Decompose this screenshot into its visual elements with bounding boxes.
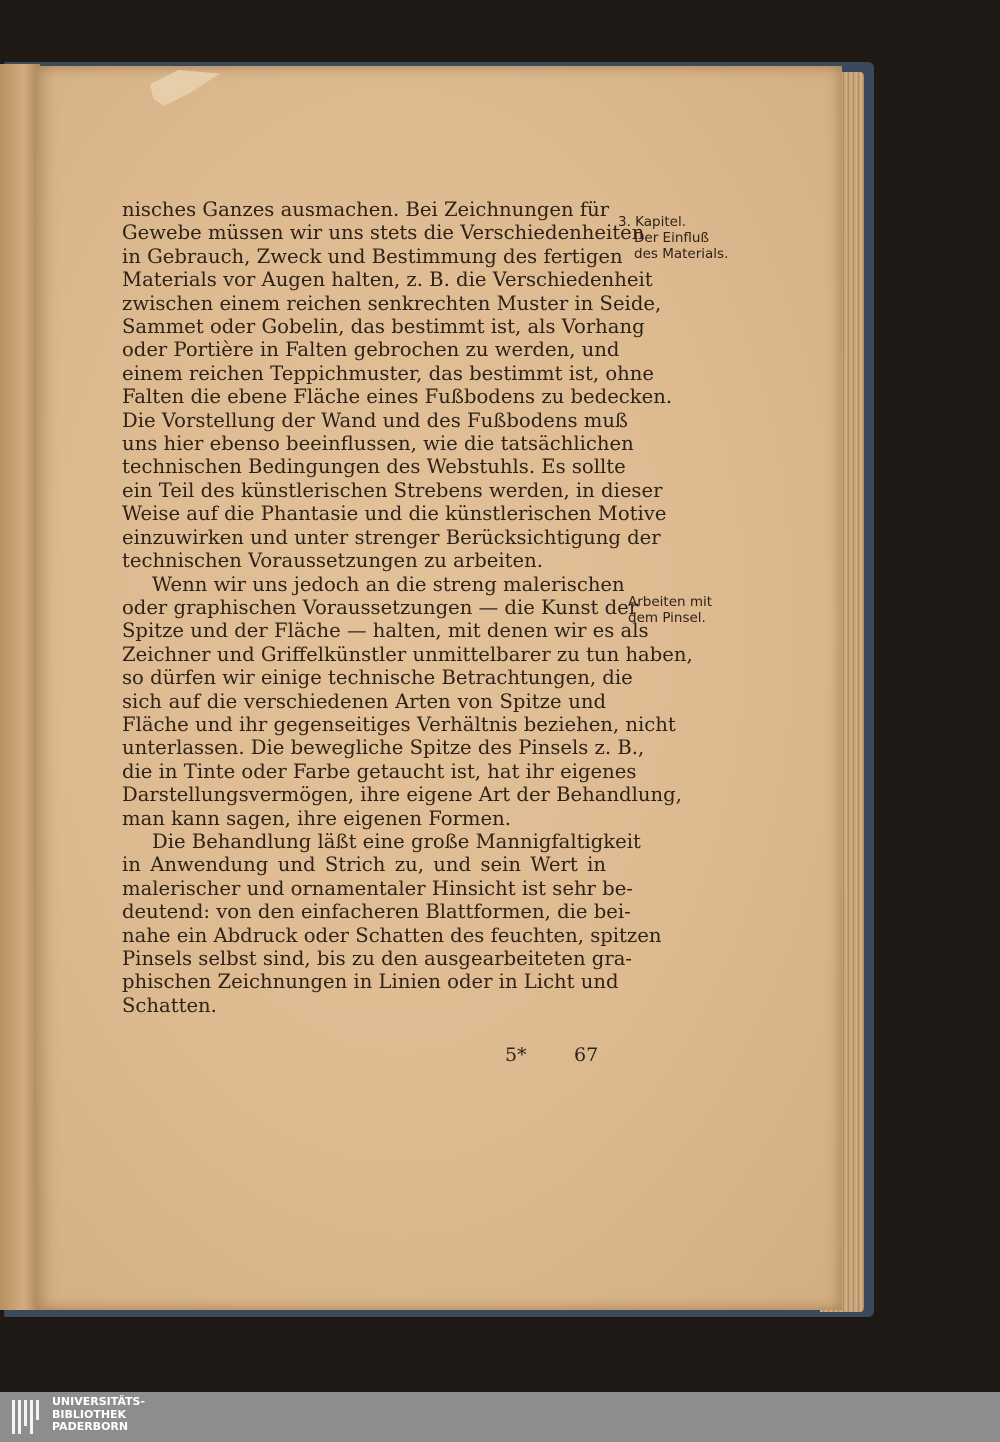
text-line: die in Tinte oder Farbe getaucht ist, hat ihr eigenes [122, 759, 637, 783]
text-line: phischen Zeichnungen in Linien oder in Licht und [122, 970, 619, 994]
text-line: technischen Bedingungen des Webstuhls. Es sollte [122, 455, 626, 479]
text-line: man kann sagen, ihre eigenen Formen. [122, 806, 511, 830]
text-line: Pinsels selbst sind, bis zu den ausgearbeiteten gra- [122, 947, 633, 970]
text-line: Schatten. [122, 993, 217, 1017]
text-line: oder Portière in Falten gebrochen zu werden, und [122, 338, 620, 362]
text-line: Materials vor Augen halten, z. B. die Verschiedenheit [122, 268, 653, 292]
text-line: Wenn wir uns jedoch an die streng malerischen [152, 572, 625, 596]
margin-note-line: Der Einfluß [634, 230, 709, 246]
text-line: Falten die ebene Fläche eines Fußbodens zu bedecken. [122, 385, 673, 409]
text-line: zwischen einem reichen senkrechten Muster in Seide, [122, 291, 662, 315]
text-line: Weise auf die Phantasie und die künstlerischen Motive [122, 502, 667, 526]
margin-note-line: 3. Kapitel. [618, 214, 687, 230]
text-line: einem reichen Teppichmuster, das bestimmt ist, ohne [122, 361, 655, 385]
text-line: Gewebe müssen wir uns stets die Verschiedenheiten [122, 221, 645, 245]
margin-note-brush [628, 594, 712, 626]
library-logo-icon [12, 1400, 44, 1434]
text-line: malerischer und ornamentaler Hinsicht ist sehr be- [122, 876, 633, 900]
text-line: in Gebrauch, Zweck und Bestimmung des fertigen [122, 244, 623, 268]
text-line: Darstellungsvermögen, ihre eigene Art der Behandlung, [122, 783, 682, 807]
text-line: Fläche und ihr gegenseitiges Verhältnis beziehen, nicht [122, 712, 676, 736]
left-page-edge [0, 64, 40, 1310]
text-line: deutend: von den einfacheren Blattformen, die bei- [122, 900, 631, 924]
library-logo-line: UNIVERSITÄTS- [52, 1395, 146, 1408]
text-line: nahe ein Abdruck oder Schatten des feuchten, spitzen [122, 923, 662, 947]
text-line: Zeichner und Griffelkünstler unmittelbarer zu tun haben, [122, 642, 693, 666]
text-line: unterlassen. Die bewegliche Spitze des Pinsels z. B., [122, 736, 645, 760]
library-footer-bar [0, 1392, 1000, 1442]
library-logo-line: BIBLIOTHEK [52, 1407, 127, 1421]
margin-note-chapter [618, 214, 728, 262]
text-line: Spitze und der Fläche — halten, mit denen wir es als [122, 619, 649, 643]
text-line: Sammet oder Gobelin, das bestimmt ist, als Vorhang [122, 315, 645, 339]
library-logo-line: PADERBORN [52, 1420, 129, 1433]
text-line: uns hier ebenso beeinflussen, wie die tatsächlichen [122, 432, 634, 456]
text-line: nisches Ganzes ausmachen. Bei Zeichnungen für [122, 198, 610, 221]
text-line: technischen Voraussetzungen zu arbeiten. [122, 549, 543, 573]
library-logo-text [52, 1396, 145, 1434]
margin-note-line: des Materials. [634, 246, 729, 262]
page-number: 67 [574, 1044, 599, 1066]
margin-note-line: dem Pinsel. [628, 610, 706, 626]
text-line: oder graphischen Voraussetzungen — die Kunst der [122, 595, 639, 619]
text-line: in Anwendung und Strich zu, und sein Wert in [122, 853, 606, 877]
text-line: ein Teil des künstlerischen Strebens werden, in dieser [122, 478, 663, 502]
text-line: Die Behandlung läßt eine große Mannigfaltigkeit [152, 829, 641, 853]
text-line: Die Vorstellung der Wand und des Fußbodens muß [122, 408, 629, 432]
signature-mark: 5* [505, 1044, 527, 1066]
text-line: einzuwirken und unter strenger Berücksichtigung der [122, 525, 661, 549]
text-line: so dürfen wir einige technische Betrachtungen, die [122, 666, 633, 690]
text-line: sich auf die verschiedenen Arten von Spitze und [122, 689, 606, 713]
margin-note-line: Arbeiten mit [628, 594, 713, 610]
